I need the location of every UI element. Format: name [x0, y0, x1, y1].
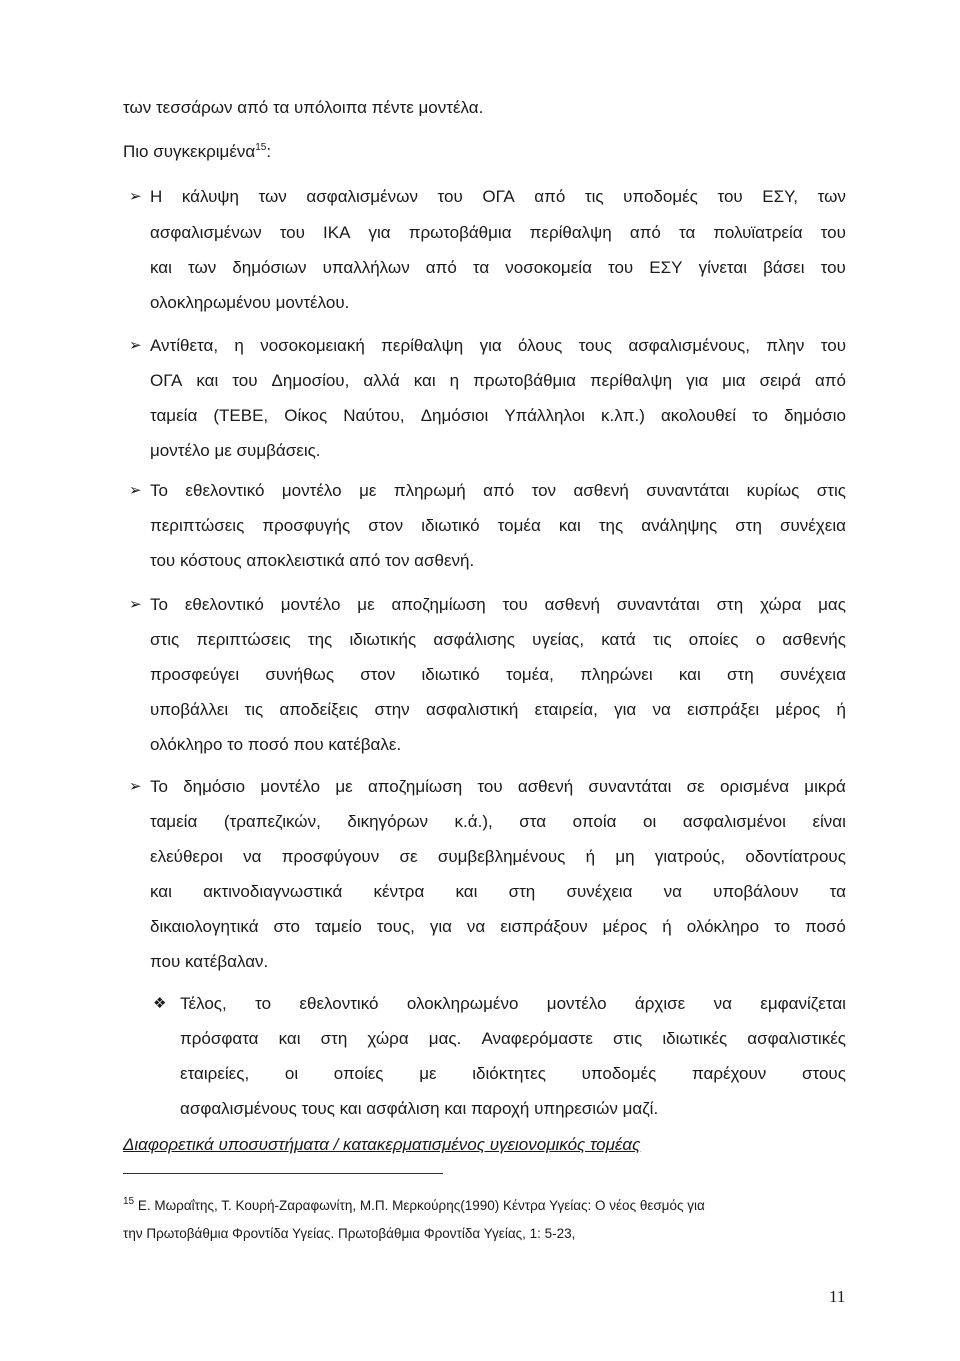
arrow-bullet-icon: ➢: [129, 778, 142, 795]
word: περίθαλψη: [529, 223, 612, 242]
word: από: [814, 371, 846, 390]
word: να: [652, 700, 671, 719]
word: οποίες: [333, 1064, 384, 1083]
word: τα: [829, 882, 846, 901]
word: για: [614, 700, 637, 719]
word: εμφανίζεται: [760, 994, 846, 1013]
word: και: [150, 882, 172, 901]
word: ή: [585, 847, 596, 866]
word: με: [335, 777, 353, 796]
word: ή: [836, 700, 846, 719]
word: γίνεται: [698, 258, 747, 277]
word: όλους: [518, 336, 563, 355]
word: Οίκος: [284, 406, 328, 425]
word: εισπράξουν: [500, 917, 588, 936]
arrow-bullet-icon: ➢: [129, 188, 142, 205]
paragraph-line: [150, 222, 846, 244]
word: ταμεία: [150, 812, 198, 831]
word: σειρά: [759, 371, 801, 390]
word: μια: [722, 371, 746, 390]
word: της: [598, 516, 624, 535]
word: ασφαλισμένοι: [682, 812, 786, 831]
paragraph-line: [150, 257, 846, 279]
word: ταμείο: [314, 917, 362, 936]
word: ιδιόκτητες: [472, 1064, 546, 1083]
word: για: [686, 371, 709, 390]
word: τους: [578, 336, 613, 355]
page-number: 11: [829, 1287, 846, 1306]
word: σε: [686, 777, 705, 796]
word: στον: [368, 516, 404, 535]
word: από: [425, 258, 457, 277]
word: ασφαλισμένους,: [628, 336, 750, 355]
word: και: [558, 516, 581, 535]
paragraph-line: [150, 811, 846, 833]
word: ασθενή: [517, 777, 574, 796]
word: να: [243, 847, 262, 866]
word: από: [534, 187, 566, 206]
word: του: [477, 777, 503, 796]
word: υποβάλουν: [713, 882, 799, 901]
word: ανάληψης: [641, 516, 718, 535]
word: στα: [519, 812, 547, 831]
paragraph-line: [150, 699, 846, 721]
word: Αναφερόμαστε: [481, 1029, 593, 1048]
word: εταιρείες,: [180, 1064, 250, 1083]
word: δημόσιο: [183, 777, 246, 796]
word: οποίες: [688, 630, 739, 649]
word: ακτινοδιαγνωστικά: [203, 882, 343, 901]
word: ΕΣΥ,: [762, 187, 799, 206]
word: χώρα: [760, 595, 802, 614]
footnote-divider: [123, 1173, 443, 1174]
word: υποδομές: [581, 1064, 657, 1083]
word: Υπάλληλοι: [504, 406, 585, 425]
word: (ΤΕΒΕ,: [213, 406, 269, 425]
word: το: [752, 406, 769, 425]
word: του: [717, 187, 743, 206]
word: τις: [584, 187, 604, 206]
word: τομέα: [497, 516, 541, 535]
word: εισπράξει: [687, 700, 760, 719]
word: συνέχεια: [779, 665, 846, 684]
word: παρέχουν: [692, 1064, 767, 1083]
word: του: [437, 187, 463, 206]
word: περίθαλψη: [381, 336, 464, 355]
paragraph-line: [180, 1028, 846, 1050]
word: του: [502, 595, 528, 614]
word: μας: [818, 595, 846, 614]
word: ιδιωτικό: [421, 516, 480, 535]
word: ΙΚΑ: [323, 223, 351, 242]
word: του: [820, 223, 846, 242]
word: ΕΣΥ: [649, 258, 683, 277]
word: των: [187, 258, 217, 277]
word: κέντρα: [373, 882, 425, 901]
word: συναντάται: [616, 595, 700, 614]
word: ιδιωτικό: [421, 665, 480, 684]
word: στους: [802, 1064, 846, 1083]
word: τις: [244, 700, 264, 719]
arrow-bullet-icon: ➢: [129, 596, 142, 613]
paragraph-line: [150, 594, 846, 616]
word: και: [455, 882, 478, 901]
word: στη: [716, 595, 744, 614]
word: και: [678, 665, 701, 684]
word: των: [258, 187, 287, 206]
word: πρόσφατα: [180, 1029, 259, 1048]
word: μέρος: [775, 700, 821, 719]
paragraph-line: [150, 480, 846, 502]
word: Η: [150, 187, 163, 206]
word: στο: [273, 917, 300, 936]
word: εθελοντικό: [299, 994, 379, 1013]
word: να: [713, 994, 732, 1013]
paragraph-line: ολόκληρο το ποσό που κατέβαλε.: [150, 735, 402, 754]
word: Το: [150, 481, 168, 500]
word: μας.: [428, 1029, 462, 1048]
word: ο: [755, 630, 766, 649]
word: Τέλος,: [180, 994, 227, 1013]
intro-lead-text: Πιο συγκεκριμένα: [123, 142, 256, 161]
word: τομέα,: [506, 665, 554, 684]
word: του: [279, 223, 305, 242]
word: Αντίθετα,: [150, 336, 219, 355]
word: ή: [662, 917, 672, 936]
word: ασφαλιστικές: [747, 1029, 846, 1048]
word: κάλυψη: [181, 187, 239, 206]
word: συνέχεια: [780, 516, 846, 535]
word: εταιρεία,: [534, 700, 598, 719]
paragraph-line: που κατέβαλαν.: [150, 952, 269, 971]
word: των: [817, 187, 846, 206]
paragraph-line: [150, 846, 846, 868]
word: Το: [150, 595, 168, 614]
word: και: [278, 1029, 301, 1048]
footnote-number: 15: [123, 1196, 135, 1207]
word: για: [368, 223, 391, 242]
word: με: [359, 481, 377, 500]
word: κατά: [601, 630, 636, 649]
word: μοντέλο: [260, 777, 321, 796]
intro-lead-colon: :: [266, 142, 272, 161]
word: δικαιολογητικά: [150, 917, 259, 936]
word: να: [663, 882, 682, 901]
word: της: [307, 630, 333, 649]
word: τα: [678, 223, 696, 242]
word: στη: [727, 665, 754, 684]
intro-line: των τεσσάρων από τα υπόλοιπα πέντε μοντέλα.: [123, 98, 484, 117]
word: προσφυγής: [262, 516, 351, 535]
word: στον: [360, 665, 396, 684]
word: στις: [816, 481, 846, 500]
word: ασφαλιστική: [425, 700, 519, 719]
paragraph-line: [150, 916, 846, 938]
word: του: [232, 371, 258, 390]
word: (τραπεζικών,: [223, 812, 321, 831]
word: γιατρούς,: [654, 847, 726, 866]
word: για: [479, 336, 502, 355]
word: στις: [150, 630, 180, 649]
word: εθελοντικό: [185, 481, 265, 500]
paragraph-line: [150, 335, 846, 357]
paragraph-line: του κόστους αποκλειστικά από τον ασθενή.: [150, 551, 475, 570]
word: ορισμένα: [719, 777, 790, 796]
word: βάσει: [763, 258, 805, 277]
word: συνήθως: [265, 665, 335, 684]
word: η: [234, 336, 244, 355]
word: ιδιωτικές: [662, 1029, 728, 1048]
paragraph-line: [150, 881, 846, 903]
word: είναι: [812, 812, 846, 831]
word: του: [820, 258, 846, 277]
paragraph-line: [150, 405, 846, 427]
paragraph-line: [150, 515, 846, 537]
word: υποδομές: [623, 187, 698, 206]
word: κ.ά.),: [454, 812, 493, 831]
word: πληρωμή: [393, 481, 466, 500]
word: δικηγόρων: [347, 812, 428, 831]
word: ασφαλισμένων: [150, 223, 262, 242]
word: χώρα: [367, 1029, 409, 1048]
word: ελεύθεροι: [150, 847, 223, 866]
word: Δημόσιοι: [420, 406, 489, 425]
paragraph-line: [150, 629, 846, 651]
word: μικρά: [804, 777, 846, 796]
paragraph-line: [180, 1063, 846, 1085]
word: κυρίως: [746, 481, 800, 500]
word: πρωτοβάθμια: [408, 223, 512, 242]
word: Το: [150, 777, 168, 796]
word: στις: [613, 1029, 643, 1048]
word: οδοντίατρους: [745, 847, 846, 866]
paragraph-line: [150, 664, 846, 686]
word: μη: [615, 847, 635, 866]
paragraph-line: [150, 776, 846, 798]
word: του: [607, 258, 634, 277]
diamond-bullet-icon: ❖: [153, 995, 166, 1012]
word: ακολουθεί: [660, 406, 736, 425]
word: με: [419, 1064, 437, 1083]
word: στη: [735, 516, 762, 535]
word: αποζημίωση: [367, 777, 463, 796]
word: οι: [643, 812, 657, 831]
word: άρχισε: [634, 994, 686, 1013]
word: τις: [652, 630, 672, 649]
word: από: [483, 481, 515, 500]
word: τον: [531, 481, 557, 500]
word: προσφύγουν: [281, 847, 380, 866]
word: του: [820, 336, 846, 355]
word: προσφεύγει: [150, 665, 240, 684]
word: ασφαλισμένων: [306, 187, 418, 206]
word: ασθενής: [782, 630, 846, 649]
word: εθελοντικό: [184, 595, 264, 614]
word: μοντέλο: [280, 595, 341, 614]
footnote-line: την Πρωτοβάθμια Φροντίδα Υγείας. Πρωτοβάθμια Φροντίδα Υγείας, 1: 5-23,: [123, 1226, 576, 1241]
section-heading: Διαφορετικά υποσυστήματα / κατακερματισμένος υγειονομικός τομέας: [123, 1135, 641, 1154]
word: το: [774, 917, 791, 936]
word: ολοκληρωμένο: [406, 994, 519, 1013]
word: πληρώνει: [580, 665, 653, 684]
word: συμβεβλημένους: [437, 847, 566, 866]
paragraph-line: [180, 993, 846, 1015]
word: δημόσιων: [232, 258, 307, 277]
word: μέρος: [602, 917, 648, 936]
word: οι: [284, 1064, 299, 1083]
word: ασθενή: [573, 481, 629, 500]
word: για: [429, 917, 452, 936]
word: περίθαλψη: [589, 371, 673, 390]
arrow-bullet-icon: ➢: [129, 337, 142, 354]
paragraph-line: ολοκληρωμένου μοντέλου.: [150, 293, 350, 312]
word: δημόσιο: [784, 406, 846, 425]
word: στην: [374, 700, 410, 719]
word: από: [629, 223, 661, 242]
word: αποδείξεις: [279, 700, 359, 719]
word: η: [449, 371, 460, 390]
word: μοντέλο: [546, 994, 607, 1013]
word: ταμεία: [150, 406, 198, 425]
word: και: [413, 371, 436, 390]
word: συναντάται: [588, 777, 672, 796]
word: υπαλλήλων: [322, 258, 410, 277]
word: κ.λπ.): [601, 406, 645, 425]
word: νοσοκομεία: [505, 258, 592, 277]
word: υγείας,: [532, 630, 585, 649]
paragraph-line: [150, 370, 846, 392]
footnote-ref: 15: [255, 142, 267, 153]
word: το: [255, 994, 272, 1013]
word: ασφάλισης: [433, 630, 515, 649]
word: νοσοκομειακή: [260, 336, 365, 355]
word: ολόκληρο: [686, 917, 760, 936]
word: αποζημίωση: [391, 595, 486, 614]
footnote-line: [123, 1197, 705, 1215]
word: με: [357, 595, 375, 614]
word: στη: [508, 882, 536, 901]
paragraph-line: μοντέλο με συμβάσεις.: [150, 441, 321, 460]
footnote-text: Ε. Μωραΐτης, Τ. Κουρή-Ζαραφωνίτη, Μ.Π. Μερκούρης(1990) Κέντρα Υγείας: Ο νέος θεσμός για: [137, 1198, 705, 1213]
word: και: [150, 258, 172, 277]
word: περιπτώσεις: [196, 630, 291, 649]
word: και: [196, 371, 219, 390]
word: ποσό: [804, 917, 846, 936]
word: ιδιωτικής: [349, 630, 417, 649]
word: μοντέλο: [281, 481, 342, 500]
word: στη: [320, 1029, 348, 1048]
word: πολυϊατρεία: [713, 223, 803, 242]
word: ΟΓΑ: [150, 371, 183, 390]
word: τα: [472, 258, 490, 277]
word: αλλά: [363, 371, 400, 390]
word: Δημοσίου,: [271, 371, 350, 390]
word: σε: [399, 847, 418, 866]
word: συνέχεια: [566, 882, 633, 901]
word: υποβάλλει: [150, 700, 229, 719]
word: να: [466, 917, 486, 936]
word: τους,: [376, 917, 415, 936]
word: περιπτώσεις: [150, 516, 245, 535]
word: πλην: [766, 336, 805, 355]
word: Ναύτου,: [343, 406, 405, 425]
paragraph-line: [150, 186, 846, 208]
paragraph-line: ασφαλισμένους τους και ασφάλιση και παροχή υπηρεσιών μαζί.: [180, 1099, 659, 1118]
arrow-bullet-icon: ➢: [129, 482, 142, 499]
word: ΟΓΑ: [482, 187, 515, 206]
word: οποία: [572, 812, 617, 831]
word: πρωτοβάθμια: [473, 371, 576, 390]
word: ασθενή: [544, 595, 600, 614]
word: συναντάται: [646, 481, 730, 500]
intro-lead: [123, 141, 271, 163]
